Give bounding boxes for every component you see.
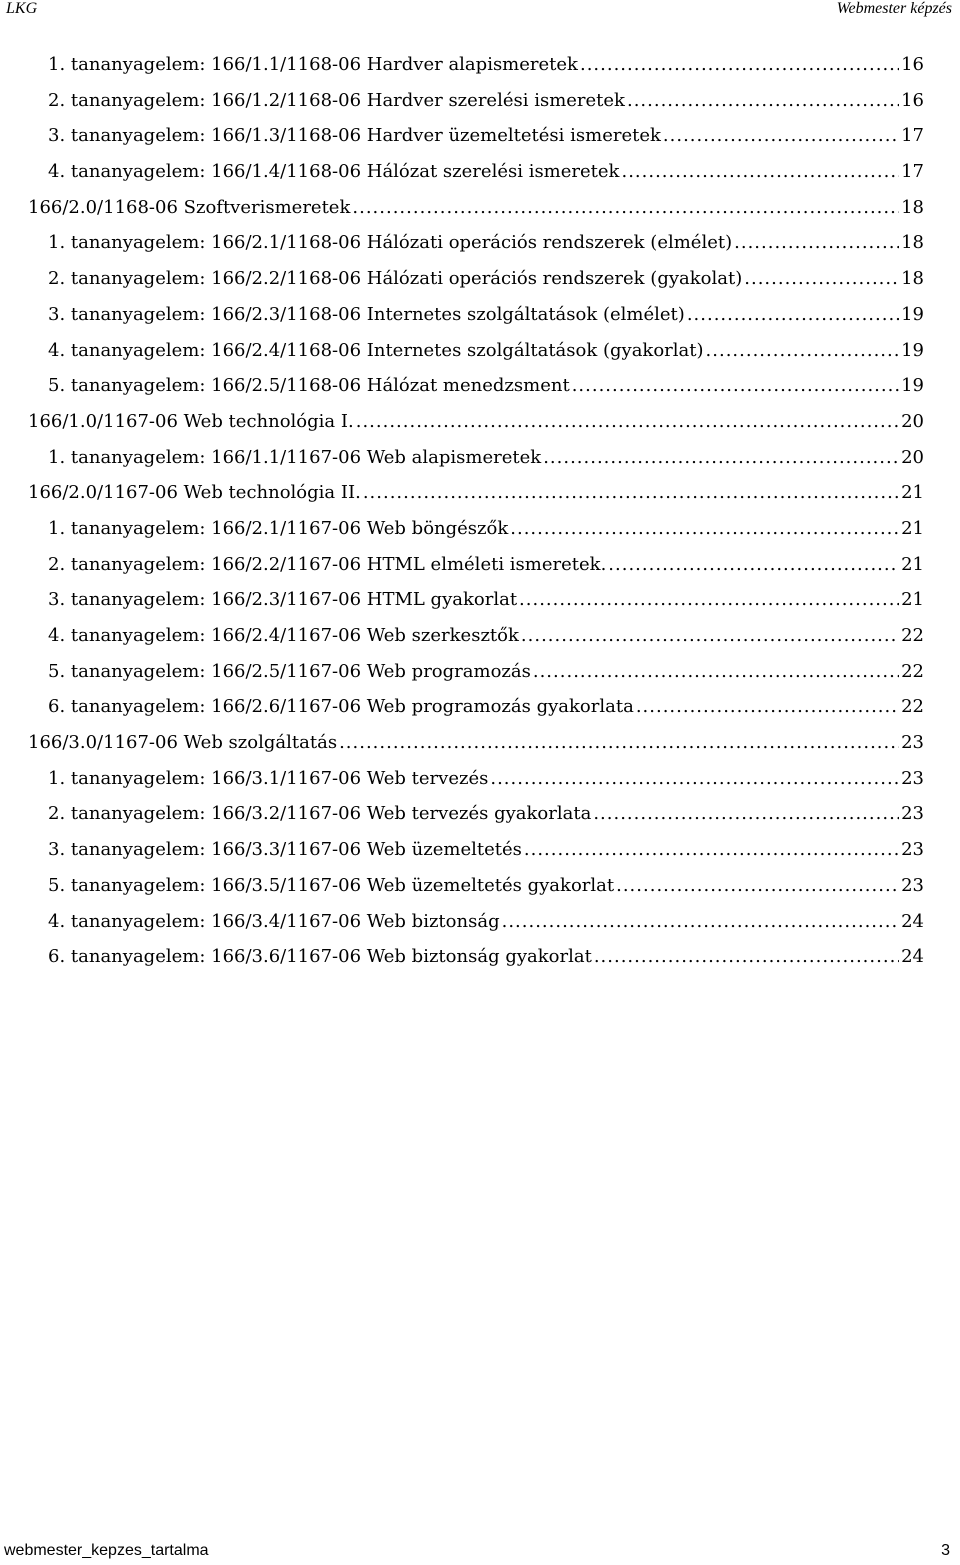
toc-entry-title: 4. tananyagelem: 166/2.4/1167-06 Web szerkesztők [48,625,519,646]
toc-entry-title: 166/1.0/1167-06 Web technológia I. [28,410,354,432]
toc-entry-title: 1. tananyagelem: 166/3.1/1167-06 Web tervezés [48,767,489,789]
toc-dot-leader [608,554,899,575]
toc-entry-title: 5. tananyagelem: 166/2.5/1167-06 Web programozás [48,660,531,682]
toc-dot-leader [502,911,900,932]
toc-entry[interactable] [0,839,960,875]
toc-entry-page: 17 [901,125,924,147]
page-number: 3 [941,1542,950,1559]
toc-dot-leader [519,589,899,610]
toc-entry-page: 23 [901,839,924,861]
toc-entry[interactable] [0,732,960,768]
toc-entry-title: 3. tananyagelem: 166/2.3/1167-06 HTML gyakorlat [48,589,518,611]
toc-entry-title: 1. tananyagelem: 166/1.1/1168-06 Hardver alapismeretek [48,54,578,75]
toc-entry-page: 19 [901,375,924,397]
toc-entry[interactable] [0,696,960,732]
toc-entry-page: 18 [901,196,924,218]
toc-entry[interactable] [0,946,960,982]
toc-entry-page: 16 [901,89,924,111]
toc-dot-leader [627,90,899,111]
toc-dot-leader [524,839,899,860]
toc-dot-leader [490,768,899,789]
toc-entry-page: 24 [901,910,924,932]
toc-entry-page: 23 [901,767,924,789]
toc-entry[interactable] [0,589,960,625]
toc-dot-leader [339,732,899,753]
toc-dot-leader [593,803,899,824]
header-left-text: LKG [6,0,38,17]
toc-entry-title: 1. tananyagelem: 166/1.1/1167-06 Web alapismeretek [48,446,542,468]
toc-dot-leader [543,447,899,468]
toc-dot-leader [533,661,899,682]
toc-entry[interactable] [0,125,960,161]
toc-dot-leader [352,197,899,218]
toc-entry[interactable] [0,554,960,590]
toc-entry-title: 6. tananyagelem: 166/2.6/1167-06 Web programozás gyakorlata [48,696,634,718]
toc-dot-leader [521,625,899,646]
toc-entry-title: 2. tananyagelem: 166/2.2/1168-06 Hálózati operációs rendszerek (gyakolat) [48,268,743,290]
table-of-contents [0,54,960,982]
toc-entry-title: 3. tananyagelem: 166/3.3/1167-06 Web üzemeltetés [48,839,522,861]
toc-entry[interactable] [0,911,960,947]
toc-dot-leader [706,340,900,361]
toc-entry[interactable] [0,875,960,911]
toc-entry-page: 18 [901,232,924,254]
toc-entry-page: 20 [901,410,924,432]
toc-dot-leader [616,875,899,896]
toc-entry[interactable] [0,54,960,90]
toc-entry[interactable] [0,304,960,340]
toc-entry[interactable] [0,661,960,697]
toc-entry-page: 18 [901,268,924,290]
toc-entry-page: 22 [901,625,924,646]
toc-entry-page: 17 [901,161,924,183]
toc-entry-page: 23 [901,803,924,825]
toc-dot-leader [687,304,899,325]
toc-dot-leader [510,518,899,539]
toc-entry-title: 3. tananyagelem: 166/1.3/1168-06 Hardver üzemeltetési ismeretek [48,125,661,147]
toc-entry-title: 2. tananyagelem: 166/1.2/1168-06 Hardver szerelési ismeretek [48,89,625,111]
toc-entry-page: 20 [901,446,924,468]
toc-entry-title: 3. tananyagelem: 166/2.3/1168-06 Internetes szolgáltatások (elmélet) [48,303,685,325]
toc-entry-title: 2. tananyagelem: 166/2.2/1167-06 HTML elméleti ismeretek. [48,553,607,575]
toc-dot-leader [621,161,899,182]
toc-entry-title: 166/2.0/1168-06 Szoftverismeretek [28,196,351,218]
toc-dot-leader [580,54,899,75]
toc-entry-title: 4. tananyagelem: 166/3.4/1167-06 Web biztonság [48,910,500,932]
toc-entry-title: 1. tananyagelem: 166/2.1/1168-06 Hálózati operációs rendszerek (elmélet) [48,232,733,254]
toc-dot-leader [594,946,899,967]
toc-entry-title: 166/2.0/1167-06 Web technológia II. [28,482,361,504]
toc-dot-leader [734,232,899,253]
toc-entry[interactable] [0,768,960,804]
toc-entry-page: 16 [901,54,924,75]
toc-entry[interactable] [0,232,960,268]
toc-dot-leader [356,411,899,432]
toc-entry-page: 23 [901,732,924,754]
toc-entry[interactable] [0,625,960,661]
toc-entry[interactable] [0,375,960,411]
toc-entry-page: 22 [901,696,924,718]
toc-entry-title: 2. tananyagelem: 166/3.2/1167-06 Web tervezés gyakorlata [48,803,592,825]
toc-entry[interactable] [0,803,960,839]
toc-entry[interactable] [0,518,960,554]
toc-dot-leader [744,268,899,289]
toc-entry-page: 21 [901,482,924,504]
footer-filename: webmester_kepzes_tartalma [4,1542,209,1559]
toc-entry-page: 19 [901,339,924,361]
toc-dot-leader [663,125,899,146]
toc-entry-title: 1. tananyagelem: 166/2.1/1167-06 Web böngészők [48,517,509,539]
toc-entry-title: 4. tananyagelem: 166/2.4/1168-06 Internetes szolgáltatások (gyakorlat) [48,339,704,361]
toc-entry[interactable] [0,482,960,518]
toc-entry[interactable] [0,340,960,376]
toc-entry-title: 6. tananyagelem: 166/3.6/1167-06 Web biztonság gyakorlat [48,946,592,968]
header-right-text: Webmester képzés [836,0,952,17]
toc-entry-title: 166/3.0/1167-06 Web szolgáltatás [28,732,338,754]
toc-entry-page: 22 [901,660,924,682]
toc-entry[interactable] [0,161,960,197]
page-header [0,0,960,30]
toc-entry[interactable] [0,411,960,447]
toc-entry-title: 5. tananyagelem: 166/3.5/1167-06 Web üzemeltetés gyakorlat [48,874,615,896]
toc-entry-page: 19 [901,303,924,325]
page-footer [0,1540,960,1565]
toc-entry-page: 21 [901,553,924,575]
toc-entry-page: 21 [901,517,924,539]
toc-dot-leader [363,482,899,503]
toc-entry-title: 5. tananyagelem: 166/2.5/1168-06 Hálózat menedzsment [48,375,570,397]
toc-entry[interactable] [0,197,960,233]
toc-dot-leader [636,696,899,717]
toc-entry[interactable] [0,90,960,126]
toc-entry[interactable] [0,447,960,483]
toc-dot-leader [572,375,899,396]
toc-entry-page: 23 [901,874,924,896]
toc-entry[interactable] [0,268,960,304]
toc-entry-title: 4. tananyagelem: 166/1.4/1168-06 Hálózat szerelési ismeretek [48,161,620,183]
toc-entry-page: 24 [901,946,924,968]
toc-entry-page: 21 [901,589,924,611]
